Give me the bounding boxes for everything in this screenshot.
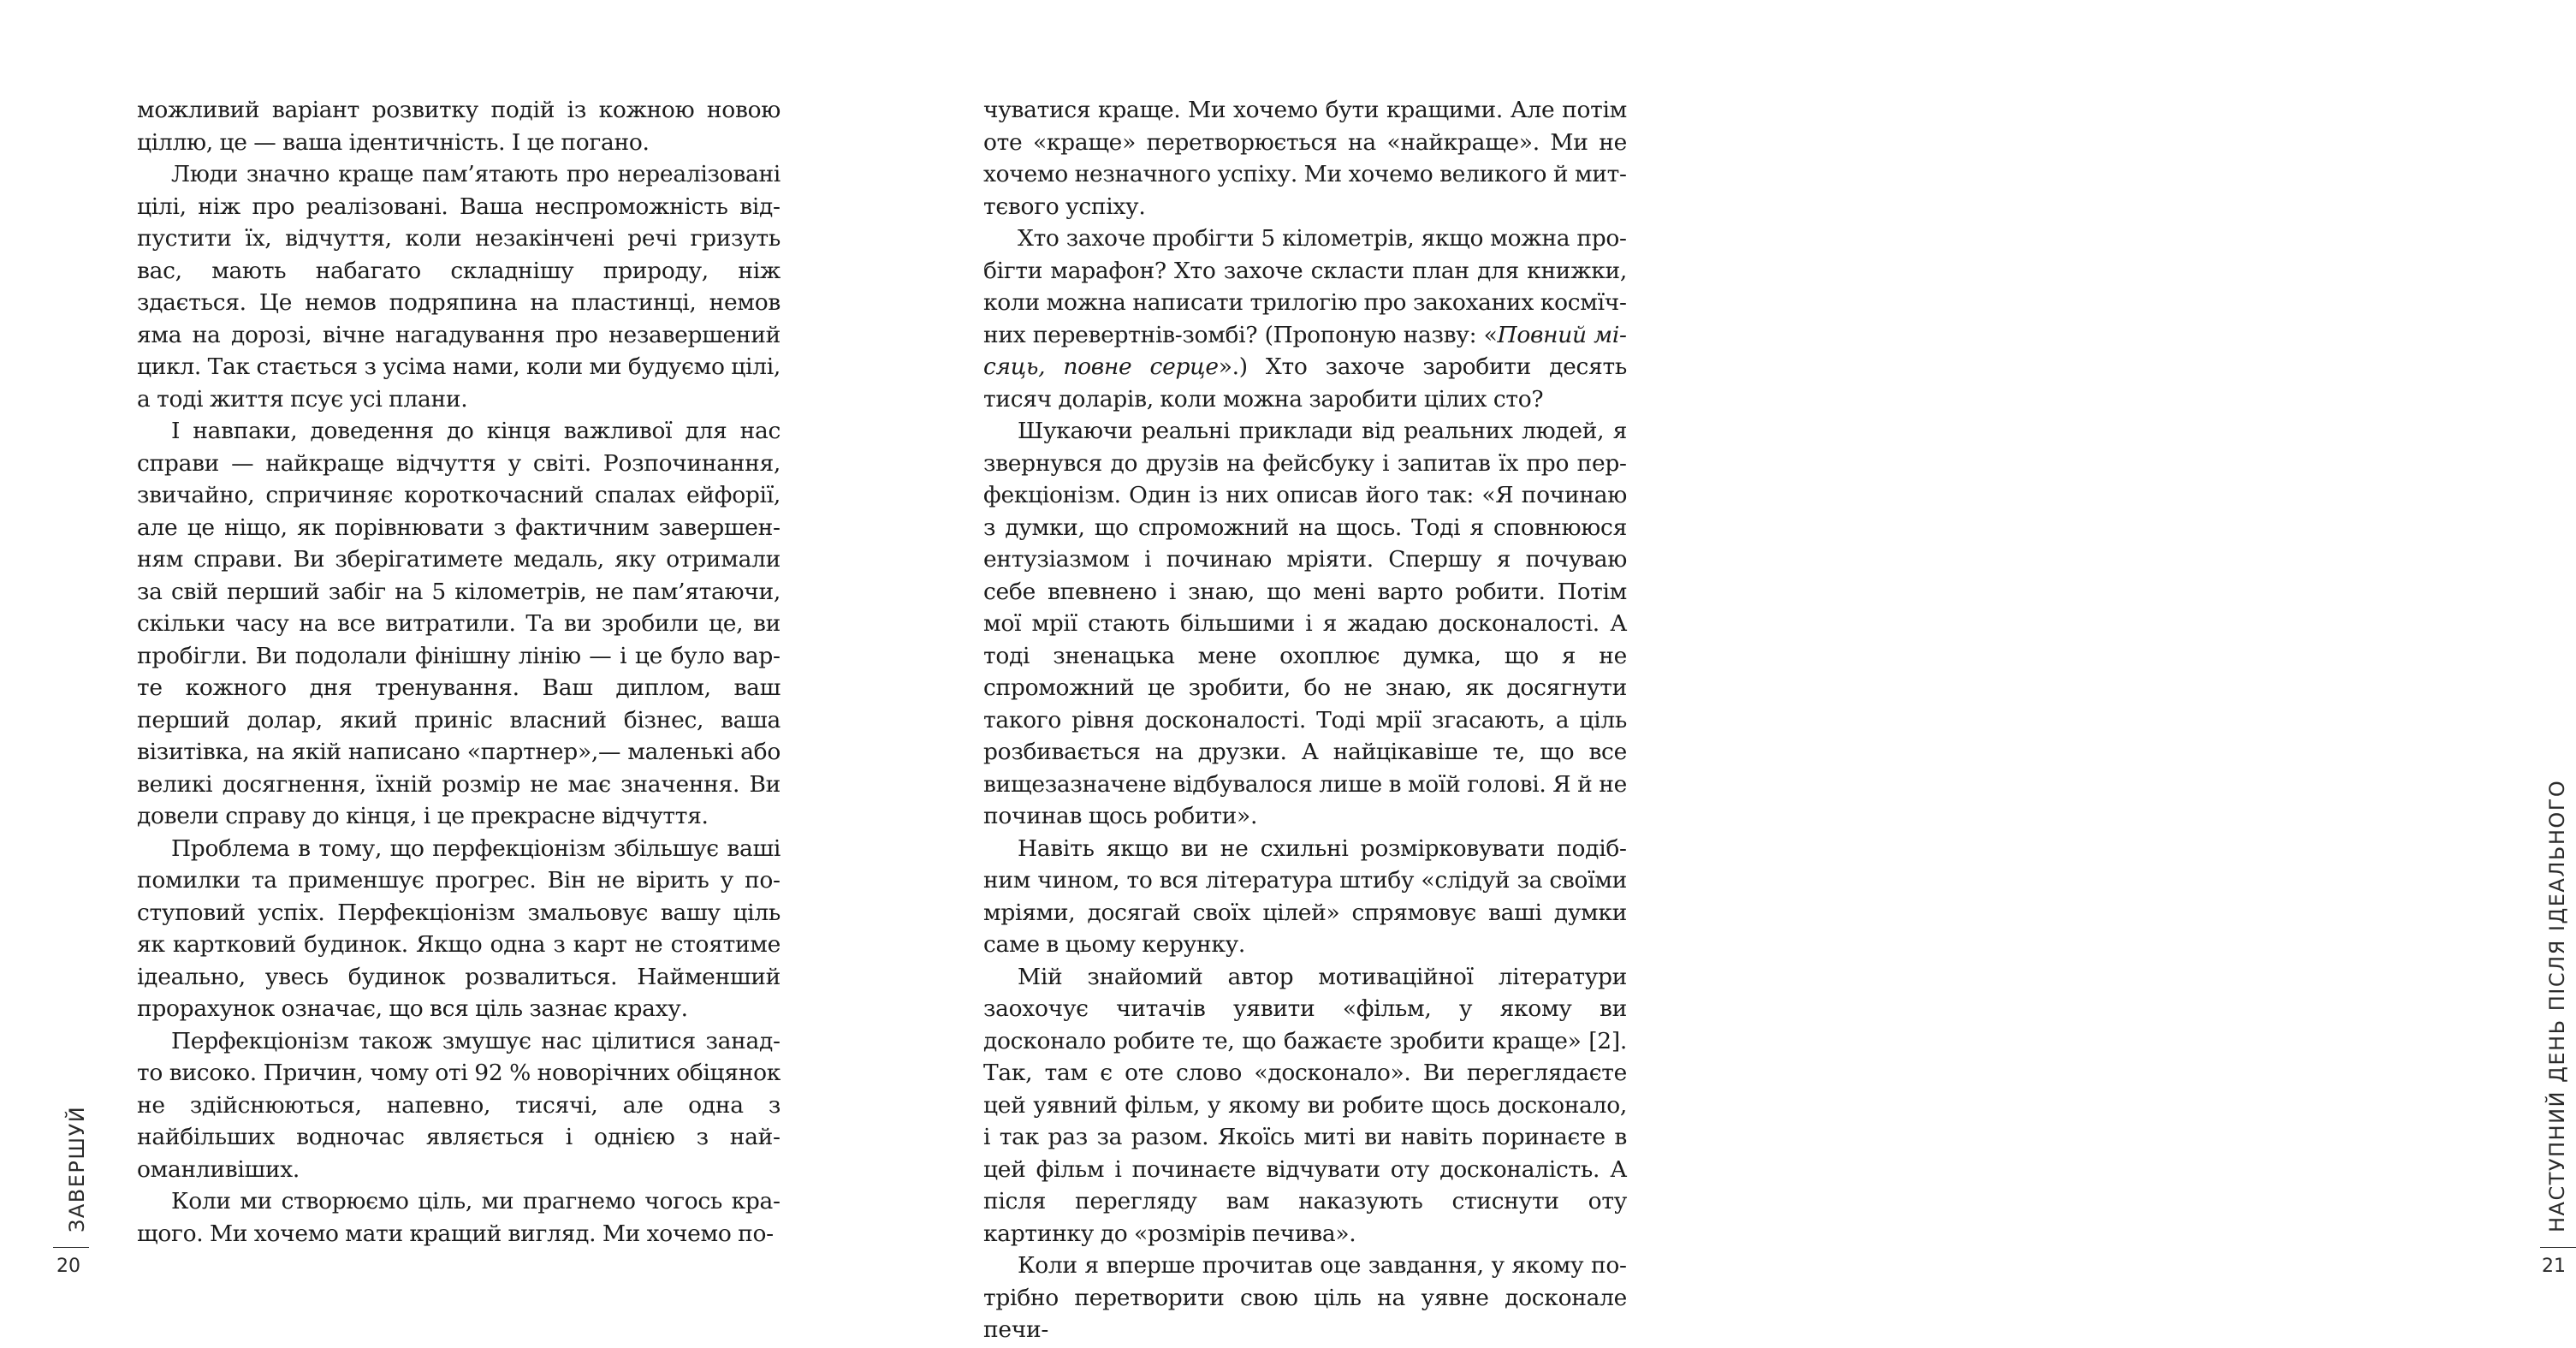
paragraph: Коли я вперше прочитав оце завдання, у якому потрібно перетворити свою ціль на уявне досконале печи- [983, 1252, 1627, 1343]
paragraph: Навіть якщо ви не схильні розмірковувати подібним чином, то вся література штибу «слідуй за своїми мріями, досягай своїх цілей» спрямовує ваші думки саме в цьому керунку. [983, 834, 1627, 958]
paragraph [983, 223, 1627, 415]
page-number-right: 21 [2542, 1256, 2566, 1277]
running-head-right: НАСТУПНИЙ ДЕНЬ ПІСЛЯ ІДЕАЛЬНОГО [2545, 779, 2569, 1232]
running-head-divider [2540, 1247, 2576, 1248]
paragraph: можливий варіант розвитку подій із кожною новою ціллю, це — ваша ідентичність. І це погано. [137, 97, 781, 156]
right-page-text [983, 94, 1627, 1346]
book-title-italic: Повний місяць, повне серце [983, 321, 1628, 380]
page-number-left: 20 [56, 1256, 80, 1277]
paragraph-text: Хто захоче пробігти 5 кілометрів, якщо можна пробігти марафон? Хто захоче скласти план для книжки, коли можна написати трилогію про закоханих космїчних перевертнів-зомбі? (Пропоную назву: « [983, 225, 1627, 348]
right-page [876, 0, 2569, 1348]
paragraph: Шукаючи реальні приклади від реальних людей, я звернувся до друзів на фейсбуку і запитав їх про перфекціонізм. Один із них описав його так: «Я починаю з думки, що спроможний на щось. Тоді я сповнююся ентузіазмом і починаю мріяти. Спершу я почуваю себе впевнено і знаю, що мені варто робити. Потім мої мрії стають більшими і я жадаю досконалості. А тоді зненацька мене охоплює думка, що я не спроможний це зробити, бо не знаю, як досягнути такого рівня досконалості. Тоді мрії згасають, а ціль розбивається на друзки. А найцікавіше те, що все вищезазначене відбувалося лише в моїй голові. Я й не починав щось робити». [983, 418, 1627, 829]
paragraph: Мій знайомий автор мотиваційної літератури заохочує читачів уявити «фільм, у якому ви досконало робите те, що бажаєте зробити краще» [2]. Так, там є оте слово «досконало». Ви переглядаєте цей уявний фільм, у якому ви робите щось досконало, і так раз за разом. Якоїсь миті ви навіть поринаєте в цей фільм і починаєте відчувати оту досконалість. А після перегляду вам наказують стиснути оту картинку до «розмірів печива». [983, 963, 1627, 1247]
paragraph-text: ».) Хто захоче заробити десять тисяч доларів, коли можна заробити цілих сто? [983, 353, 1627, 413]
paragraph: Люди значно краще пам’ятають про нереалізовані цілі, ніж про реалізовані. Ваша неспроможність відпустити їх, відчуття, коли незакінчені речі гризуть вас, мають набагато складнішу природу, ніж здається. Це немов подряпина на пластинці, немов яма на дорозі, вічне нагадування про незавершений цикл. Так стається з усіма нами, коли ми будуємо цілі, а тоді життя псує усі плани. [137, 161, 781, 413]
paragraph: Перфекціонізм також змушує нас цілитися занадто високо. Причин, чому оті 92 % новорічних обіцянок не здійснюються, напевно, тисячі, але одна з найбільших водночас являється і однією з найоманливіших. [137, 1027, 781, 1183]
paragraph: Коли ми створюємо ціль, ми прагнемо чогось кращого. Ми хочемо мати кращий вигляд. Ми хочемо по- [137, 1188, 781, 1247]
paragraph: І навпаки, доведення до кінця важливої для нас справи — найкраще відчуття у світі. Розпочинання, звичайно, спричиняє короткочасний спалах ейфорії, але це ніщо, як порівнювати з фактичним завершенням справи. Ви зберігатимете медаль, яку отримали за свій перший забіг на 5 кілометрів, не пам’ятаючи, скільки часу на все витратили. Та ви зробили це, ви пробігли. Ви подолали фінішну лінію — і це було варте кожного дня тренування. Ваш диплом, ваш перший долар, який приніс власний бізнес, ваша візитівка, на якій написано «партнер»,— маленькі або великі досягнення, їхній розмір не має значення. Ви довели справу до кінця, і це прекрасне відчуття. [137, 418, 781, 829]
left-page [0, 0, 876, 1348]
running-head-divider [53, 1247, 89, 1248]
left-page-text [137, 94, 781, 1250]
paragraph: Проблема в тому, що перфекціонізм збільшує ваші помилки та применшує прогрес. Він не вірить у поступовий успіх. Перфекціонізм змальовує вашу ціль як картковий будинок. Якщо одна з карт не стоятиме ідеально, увесь будинок розвалиться. Найменший прорахунок означає, що вся ціль зазнає краху. [137, 834, 781, 1022]
running-head-left: ЗАВЕРШУЙ [65, 1105, 89, 1232]
paragraph: чуватися краще. Ми хочемо бути кращими. Але потім оте «краще» перетворюється на «найкраще». Ми не хочемо незначного успіху. Ми хочемо великого й миттєвого успіху. [983, 97, 1627, 220]
